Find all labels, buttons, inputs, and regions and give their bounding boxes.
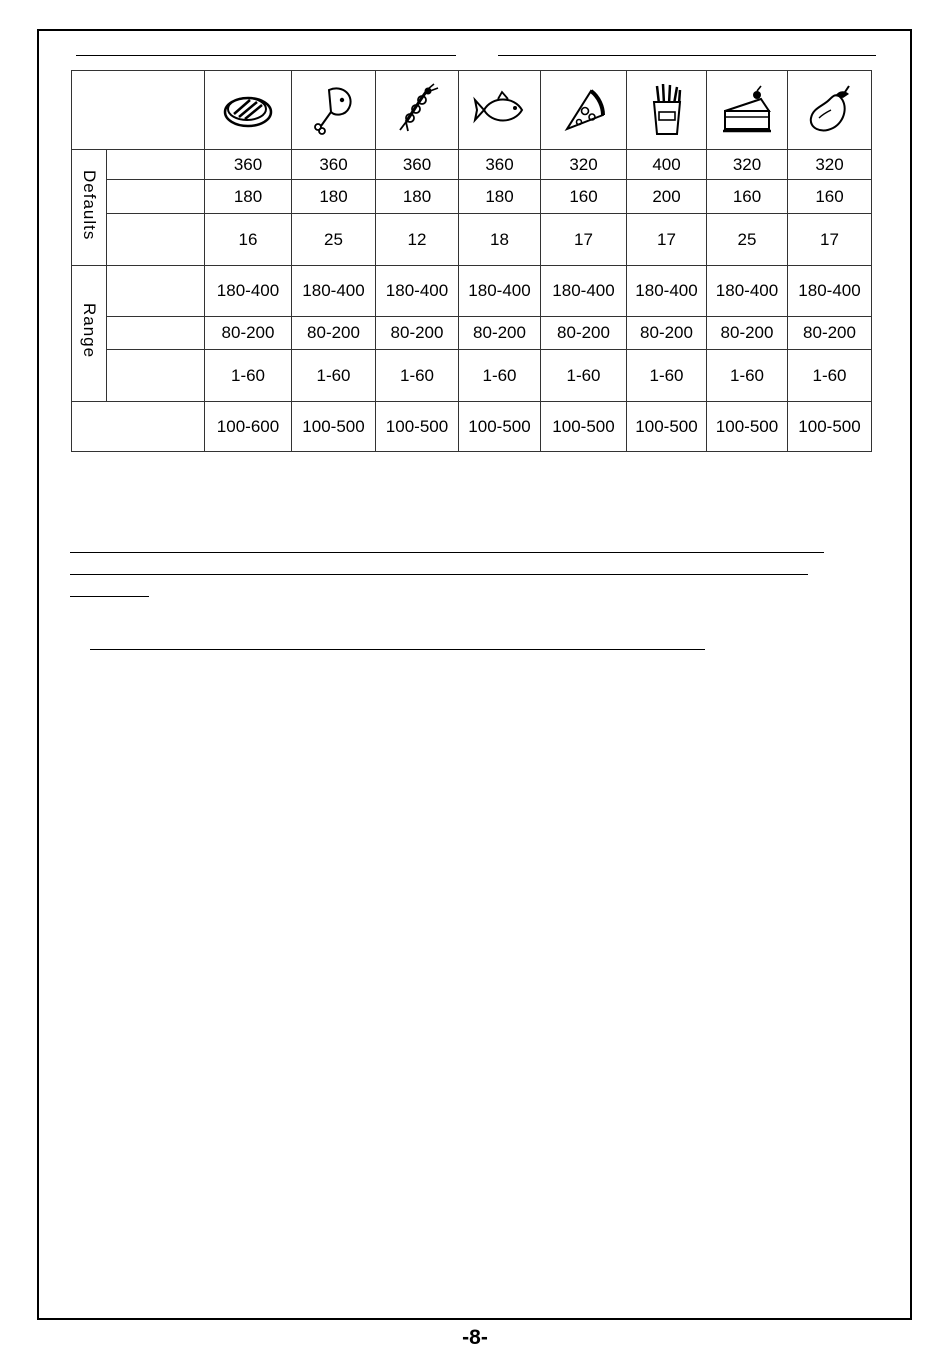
defaults-row-2 (72, 180, 872, 214)
table-cell: 360 (376, 150, 459, 180)
table-cell: 80-200 (205, 317, 292, 350)
icon-row (72, 71, 872, 150)
chicken-cell (292, 71, 376, 150)
table-cell: 360 (292, 150, 376, 180)
text-rule-3 (70, 596, 149, 597)
table-cell: 80-200 (376, 317, 459, 350)
table-cell: 1-60 (376, 350, 459, 402)
table-cell: 180 (459, 180, 541, 214)
row-label-cell (107, 266, 205, 317)
eggplant-icon (805, 84, 855, 136)
table-cell: 1-60 (459, 350, 541, 402)
table-cell: 25 (707, 214, 788, 266)
last-row (72, 402, 872, 452)
table-cell: 80-200 (459, 317, 541, 350)
table-cell: 1-60 (788, 350, 872, 402)
row-label-cell (107, 317, 205, 350)
table-cell: 80-200 (627, 317, 707, 350)
page-number: -8- (462, 1326, 488, 1349)
cake-cell (707, 71, 788, 150)
range-row-2 (72, 317, 872, 350)
header-blank-cell (72, 71, 205, 150)
table-cell: 160 (707, 180, 788, 214)
row-label-cell (72, 402, 205, 452)
steak-cell (205, 71, 292, 150)
table-cell: 320 (707, 150, 788, 180)
table-cell: 17 (788, 214, 872, 266)
table-cell: 160 (541, 180, 627, 214)
table-cell: 180-400 (707, 266, 788, 317)
table-cell: 1-60 (541, 350, 627, 402)
table-cell: 100-500 (788, 402, 872, 452)
chicken-drumstick-icon (309, 82, 359, 138)
text-rule-4 (90, 649, 705, 650)
table-cell: 16 (205, 214, 292, 266)
defaults-row-3 (72, 214, 872, 266)
table-cell: 180-400 (376, 266, 459, 317)
cooking-presets-table (71, 70, 872, 452)
table-cell: 1-60 (205, 350, 292, 402)
table-cell: 17 (627, 214, 707, 266)
table-cell: 100-500 (627, 402, 707, 452)
fries-icon (647, 82, 687, 138)
table-cell: 100-500 (459, 402, 541, 452)
table-cell: 360 (205, 150, 292, 180)
pizza-cell (541, 71, 627, 150)
text-rule-1 (70, 552, 824, 553)
defaults-group-label: Defaults (72, 150, 107, 266)
table-cell: 160 (788, 180, 872, 214)
table-cell: 17 (541, 214, 627, 266)
table-cell: 320 (788, 150, 872, 180)
range-row-3 (72, 350, 872, 402)
text-rule-2 (70, 574, 808, 575)
table-cell: 100-500 (541, 402, 627, 452)
table-cell: 80-200 (707, 317, 788, 350)
cake-icon (721, 85, 773, 135)
row-label-cell (107, 150, 205, 180)
table-cell: 180-400 (205, 266, 292, 317)
table-cell: 180 (292, 180, 376, 214)
table-cell: 100-500 (292, 402, 376, 452)
table-cell: 320 (541, 150, 627, 180)
eggplant-cell (788, 71, 872, 150)
row-label-cell (107, 180, 205, 214)
table-cell: 80-200 (541, 317, 627, 350)
fries-cell (627, 71, 707, 150)
table-cell: 25 (292, 214, 376, 266)
table-cell: 1-60 (292, 350, 376, 402)
row-label-cell (107, 214, 205, 266)
table-cell: 100-500 (376, 402, 459, 452)
table-cell: 100-600 (205, 402, 292, 452)
defaults-row-1 (72, 150, 872, 180)
table-cell: 400 (627, 150, 707, 180)
table-cell: 180-400 (541, 266, 627, 317)
table-cell: 360 (459, 150, 541, 180)
heading-rule-right (498, 55, 876, 56)
table-cell: 180-400 (627, 266, 707, 317)
table-cell: 80-200 (292, 317, 376, 350)
table-cell: 100-500 (707, 402, 788, 452)
range-group-label: Range (72, 266, 107, 402)
table-cell: 1-60 (627, 350, 707, 402)
table-cell: 180 (205, 180, 292, 214)
heading-rule-left (76, 55, 456, 56)
table-cell: 180-400 (788, 266, 872, 317)
table-cell: 18 (459, 214, 541, 266)
table-cell: 80-200 (788, 317, 872, 350)
table-cell: 12 (376, 214, 459, 266)
shrimp-icon (392, 82, 442, 138)
shrimp-cell (376, 71, 459, 150)
table-cell: 200 (627, 180, 707, 214)
fish-cell (459, 71, 541, 150)
table-cell: 180-400 (459, 266, 541, 317)
table-cell: 180 (376, 180, 459, 214)
row-label-cell (107, 350, 205, 402)
pizza-icon (559, 85, 609, 135)
table-cell: 1-60 (707, 350, 788, 402)
range-row-1 (72, 266, 872, 317)
fish-icon (472, 88, 528, 132)
table-cell: 180-400 (292, 266, 376, 317)
steak-icon (220, 88, 276, 132)
